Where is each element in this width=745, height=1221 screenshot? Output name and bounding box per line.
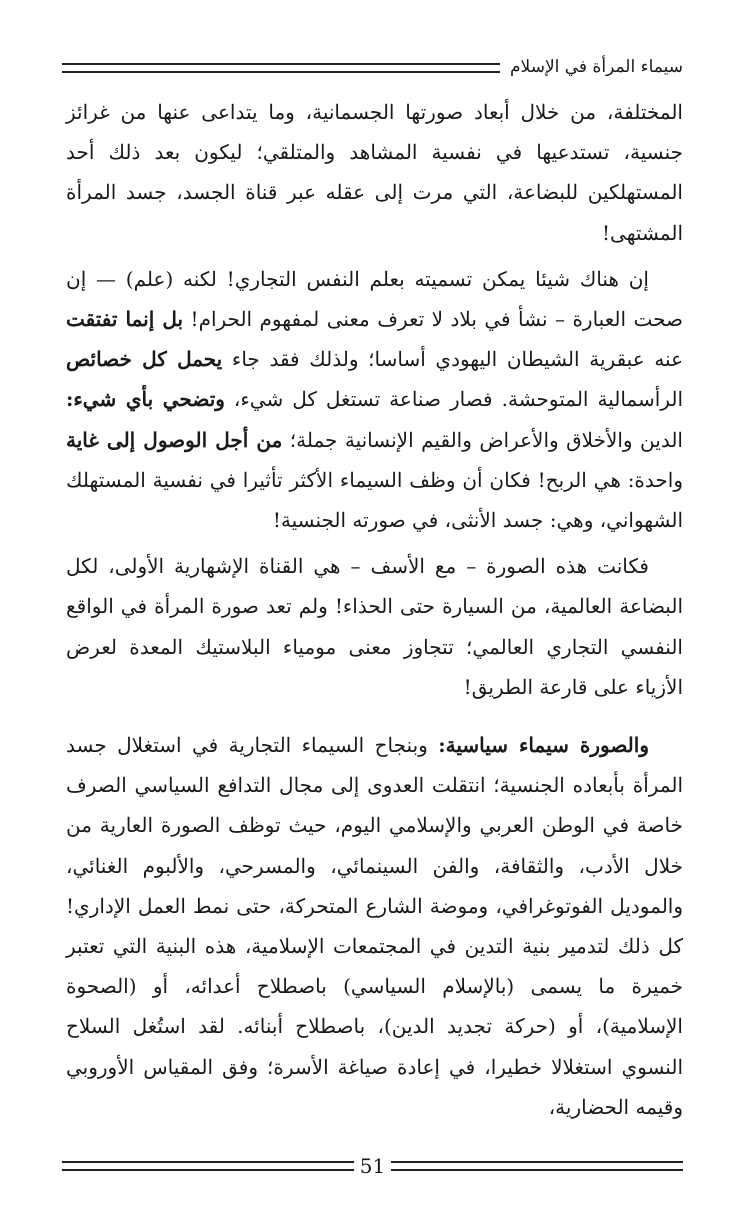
bold-phrase: من أجل الوصول إلى غاية [66,427,283,452]
paragraph-text: المختلفة، من خلال أبعاد صورتها الجسمانية، وما يتداعى عنها من غرائز جنسية، تستدعيها في نفسية المشاهد والمتلقي؛ ليكون بعد ذلك أحد المستهلكين للبضاعة، التي مرت إلى عقله عبر قناة الجسد، جسد المرأة المشتهى! [66,100,683,245]
running-title: سيماء المرأة في الإسلام [510,57,683,77]
paragraph-text: واحدة: هي الربح! فكان أن وظف السيماء الأكثر تأثيرا في نفسية المستهلك الشهواني، وهي: جسد الأنثى، في صورته الجنسية! [66,467,683,533]
paragraph-continuation [66,92,683,253]
paragraph-text: عنه عبقرية الشيطان اليهودي أساسا؛ ولذلك فقد جاء [222,347,684,372]
paragraph-text: فكانت هذه الصورة – مع الأسف – هي القناة الإشهارية الأولى، لكل البضاعة العالمية، من السيارة حتى الحذاء! ولم تعد صورة المرأة في الواقع النفسي التجاري العالمي؛ تتجاوز معنى مومياء البلاستيك المعدة لعرض الأزياء على قارعة الطريق! [66,554,683,699]
footer-rule-left [62,1161,354,1171]
bold-phrase: بل إنما تفتقت [66,307,184,332]
page-footer [62,1154,683,1178]
body-text [66,92,683,1127]
page-number: 51 [359,1154,386,1178]
paragraph-text: إن هناك شيئا يمكن تسميته بعلم النفس التجاري! لكنه (علم) — إن صحت العبارة – نشأ في بلاد لا تعرف معنى لمفهوم الحرام! [66,266,683,332]
footer-rule-right [391,1161,683,1171]
paragraph-text: وبنجاح السيماء التجارية في استغلال جسد المرأة بأبعاده الجنسية؛ انتقلت العدوى إلى مجال التدافع السياسي الصرف خاصة في الوطن العربي والإسلامي اليوم، حيث توظف الصورة العارية من خلال الأدب، والثقافة، والفن السينمائي، والمسرحي، والألبوم الغنائي، والموديل الفوتوغرافي، وموضة الشارع المتحركة، حتى نمط العمل الإداري! كل ذلك لتدمير بنية التدين في المجتمعات الإسلامية، هذه البنية التي تعتبر خميرة ما يسمى (بالإسلام السياسي) باصطلاح أعدائه، أو (الصحوة الإسلامية)، أو (حركة تجديد الدين)، باصطلاح أبنائه. لقد استُغل السلاح النسوي استغلالا خطيرا، في إعادة صياغة الأسرة؛ وفق المقياس الأوروبي وقيمه الحضارية، [66,733,683,1119]
paragraph-political-image [66,725,683,1127]
section-heading: والصورة سيماء سياسية: [438,733,649,758]
paragraph-advertising-image [66,546,683,707]
running-header [62,52,683,82]
header-double-rule [62,63,500,73]
paragraph-text: الرأسمالية المتوحشة. فصار صناعة تستغل كل شيء، [224,387,683,412]
bold-phrase: يحمل كل خصائص [66,347,223,372]
paragraph-commercial-psychology [66,259,683,540]
paragraph-text: الدين والأخلاق والأعراض والقيم الإنسانية جملة؛ [282,427,683,452]
bold-phrase: وتضحي بأي شيء: [66,387,225,412]
